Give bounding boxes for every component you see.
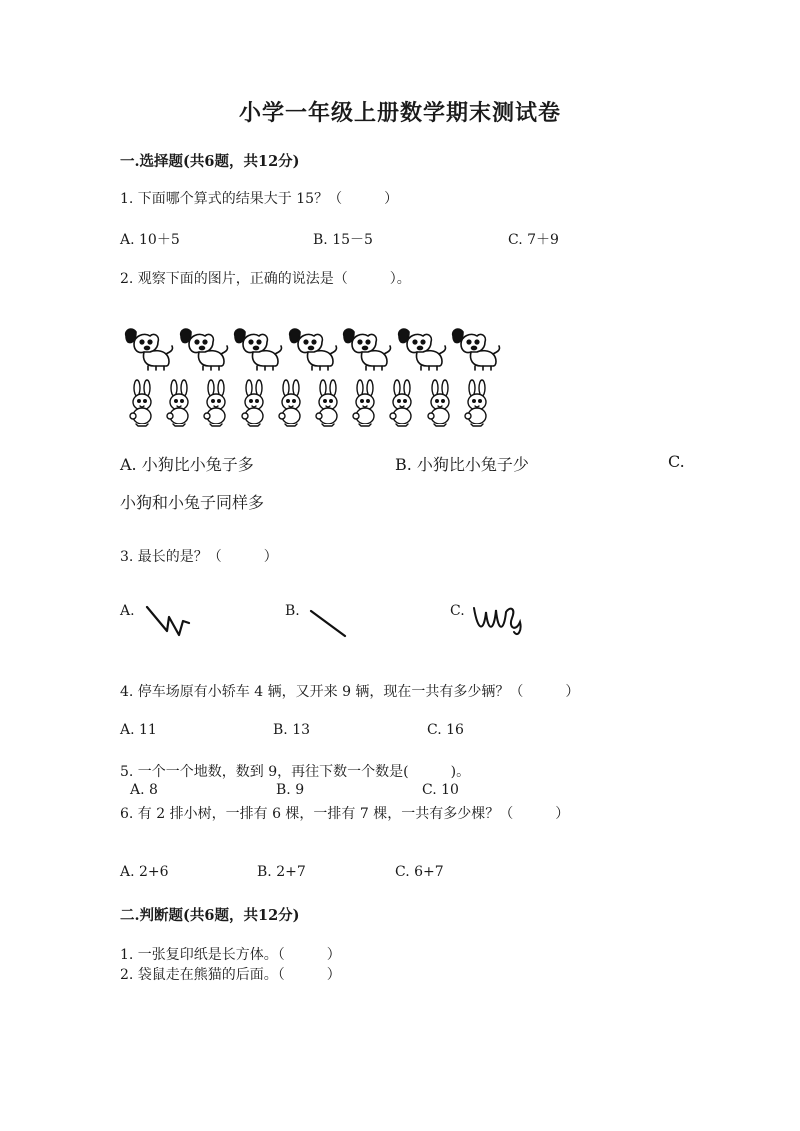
dog-icon	[120, 322, 176, 372]
q4-option-b: B. 13	[273, 722, 311, 738]
dog-icon	[393, 322, 449, 372]
q3-option-a: A.	[120, 603, 135, 619]
question-2: 2. 观察下面的图片，正确的说法是（ ）。	[120, 271, 411, 287]
q2-option-a: A. 小狗比小兔子多	[120, 455, 254, 474]
judge-2: 2. 袋鼠走在熊猫的后面。（ ）	[120, 967, 341, 983]
dog-icon	[284, 322, 340, 372]
section-heading-judge: 二.判断题(共6题，共12分)	[120, 907, 300, 924]
curly-line-icon	[470, 602, 530, 642]
question-6: 6. 有 2 排小树，一排有 6 棵，一排有 7 棵，一共有多少棵？（ ）	[120, 806, 570, 822]
q5-option-a: A. 8	[130, 782, 158, 798]
rabbit-icon	[347, 380, 383, 430]
q1-option-a: A. 10＋5	[120, 232, 180, 248]
dog-icon	[229, 322, 285, 372]
rabbit-icon	[459, 380, 495, 430]
dog-icon	[447, 322, 503, 372]
q3-option-c: C.	[450, 603, 465, 619]
q2-option-c: C.	[668, 452, 685, 471]
q2-option-c-text: 小狗和小兔子同样多	[120, 493, 265, 512]
dog-icon	[338, 322, 394, 372]
section-heading-choice: 一.选择题(共6题，共12分)	[120, 153, 300, 170]
q3-option-b: B.	[285, 603, 300, 619]
page-title: 小学一年级上册数学期末测试卷	[238, 100, 561, 126]
question-4: 4. 停车场原有小轿车 4 辆，又开来 9 辆，现在一共有多少辆？（ ）	[120, 684, 580, 700]
question-1: 1. 下面哪个算式的结果大于 15？（ ）	[120, 191, 399, 207]
q1-option-c: C. 7＋9	[508, 232, 559, 248]
q5-option-c: C. 10	[422, 782, 459, 798]
q1-option-b: B. 15－5	[313, 232, 373, 248]
q6-option-c: C. 6+7	[395, 864, 444, 880]
rabbit-icon	[384, 380, 420, 430]
straight-line-icon	[308, 608, 348, 638]
q5-option-b: B. 9	[276, 782, 305, 798]
judge-1: 1. 一张复印纸是长方体。（ ）	[120, 947, 341, 963]
q6-option-a: A. 2+6	[120, 864, 169, 880]
rabbit-icon	[422, 380, 458, 430]
rabbit-icon	[124, 380, 160, 430]
question-5: 5. 一个一个地数，数到 9，再往下数一个数是( )。	[120, 764, 471, 780]
q4-option-c: C. 16	[427, 722, 464, 738]
zigzag-line-icon	[143, 605, 193, 640]
question-3: 3. 最长的是？（ ）	[120, 549, 278, 565]
rabbit-icon	[236, 380, 272, 430]
q2-option-b: B. 小狗比小兔子少	[395, 455, 529, 474]
rabbit-icon	[273, 380, 309, 430]
q6-option-b: B. 2+7	[257, 864, 306, 880]
rabbit-icon	[161, 380, 197, 430]
dog-icon	[175, 322, 231, 372]
rabbit-icon	[310, 380, 346, 430]
rabbit-icon	[198, 380, 234, 430]
q4-option-a: A. 11	[120, 722, 157, 738]
